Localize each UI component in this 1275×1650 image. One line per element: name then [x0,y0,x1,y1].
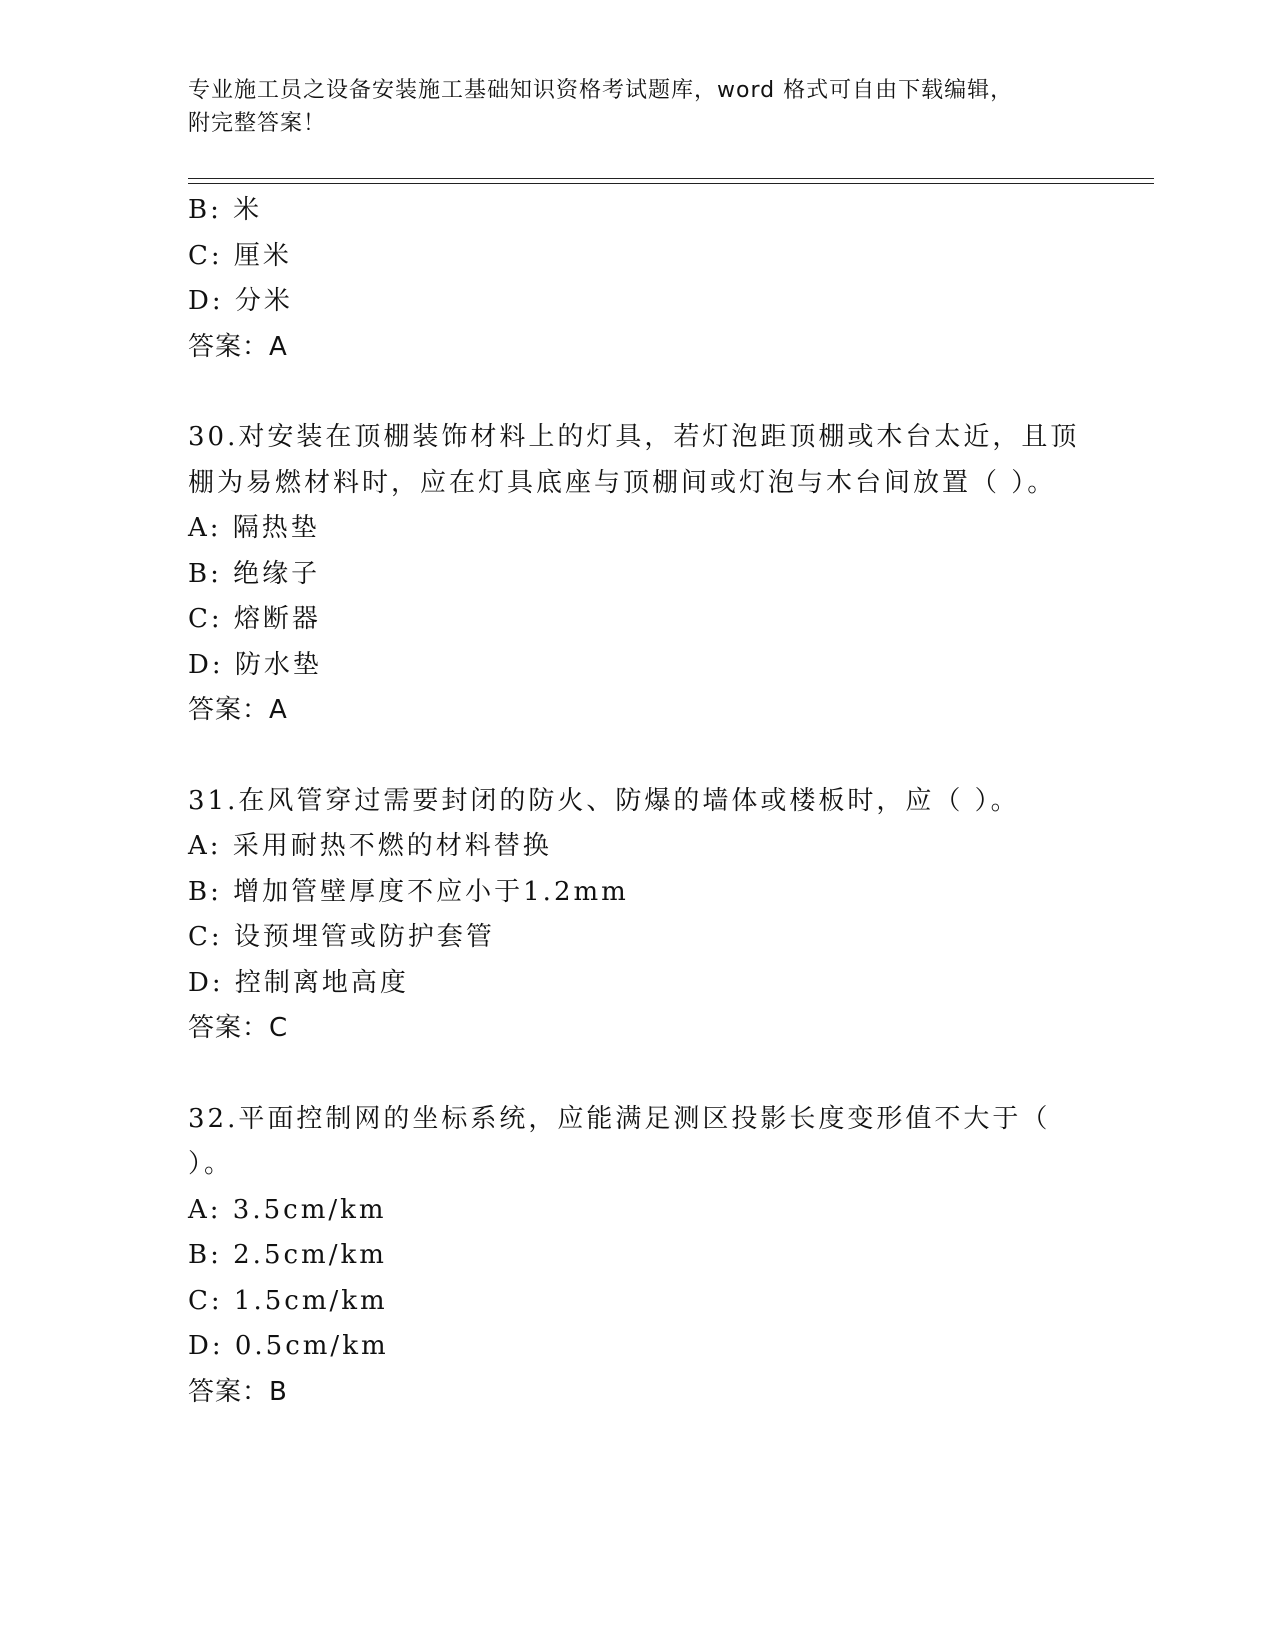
answer-label: 答案：A [188,695,288,725]
option-d: D: 0.5cm/km [188,1331,389,1361]
answer-label: 答案：C [188,1013,289,1043]
header-line-2: 附完整答案！ [188,111,327,136]
option-b: B: 绝缘子 [188,558,321,589]
question-text-line-2: ）。 [188,1149,234,1179]
option-c: C: 厘米 [188,240,292,271]
answer-label: 答案：A [188,331,288,362]
header-line-1: 专业施工员之设备安装施工基础知识资格考试题库，word 格式可自由下载编辑， [188,78,1014,103]
option-b: B: 2.5cm/km [188,1240,387,1270]
option-c: C: 熔断器 [188,604,321,634]
question-text-line-1: 30.对安装在顶棚装饰材料上的灯具，若灯泡距顶棚或木台太近，且顶 [188,422,1080,452]
spacer [188,370,1148,415]
option-b: B: 增加管壁厚度不应小于1.2mm [188,876,629,907]
question-29 [188,188,1148,370]
option-d: D: 防水垫 [188,649,322,680]
option-a: A: 隔热垫 [188,513,320,543]
spacer [188,1052,1148,1097]
question-list [188,188,1148,1415]
question-text-line-2: 棚为易燃材料时，应在灯具底座与顶棚间或灯泡与木台间放置（ ）。 [188,467,1057,498]
answer-label: 答案：B [188,1376,288,1407]
option-d: D: 分米 [188,286,293,316]
option-a: A: 3.5cm/km [188,1194,387,1225]
question-32 [188,1097,1148,1416]
option-b: B: 米 [188,195,263,225]
option-c: C: 1.5cm/km [188,1285,388,1316]
question-text-line-1: 31.在风管穿过需要封闭的防火、防爆的墙体或楼板时，应（ ）。 [188,785,1020,816]
question-text-line-1: 32.平面控制网的坐标系统，应能满足测区投影长度变形值不大于（ [188,1103,1051,1134]
question-31 [188,779,1148,1052]
document-header [188,74,1088,140]
header-divider [188,178,1154,184]
spacer [188,734,1148,779]
option-d: D: 控制离地高度 [188,967,409,998]
option-c: C: 设预埋管或防护套管 [188,922,495,952]
question-30 [188,415,1148,734]
option-a: A: 采用耐热不燃的材料替换 [188,831,552,861]
